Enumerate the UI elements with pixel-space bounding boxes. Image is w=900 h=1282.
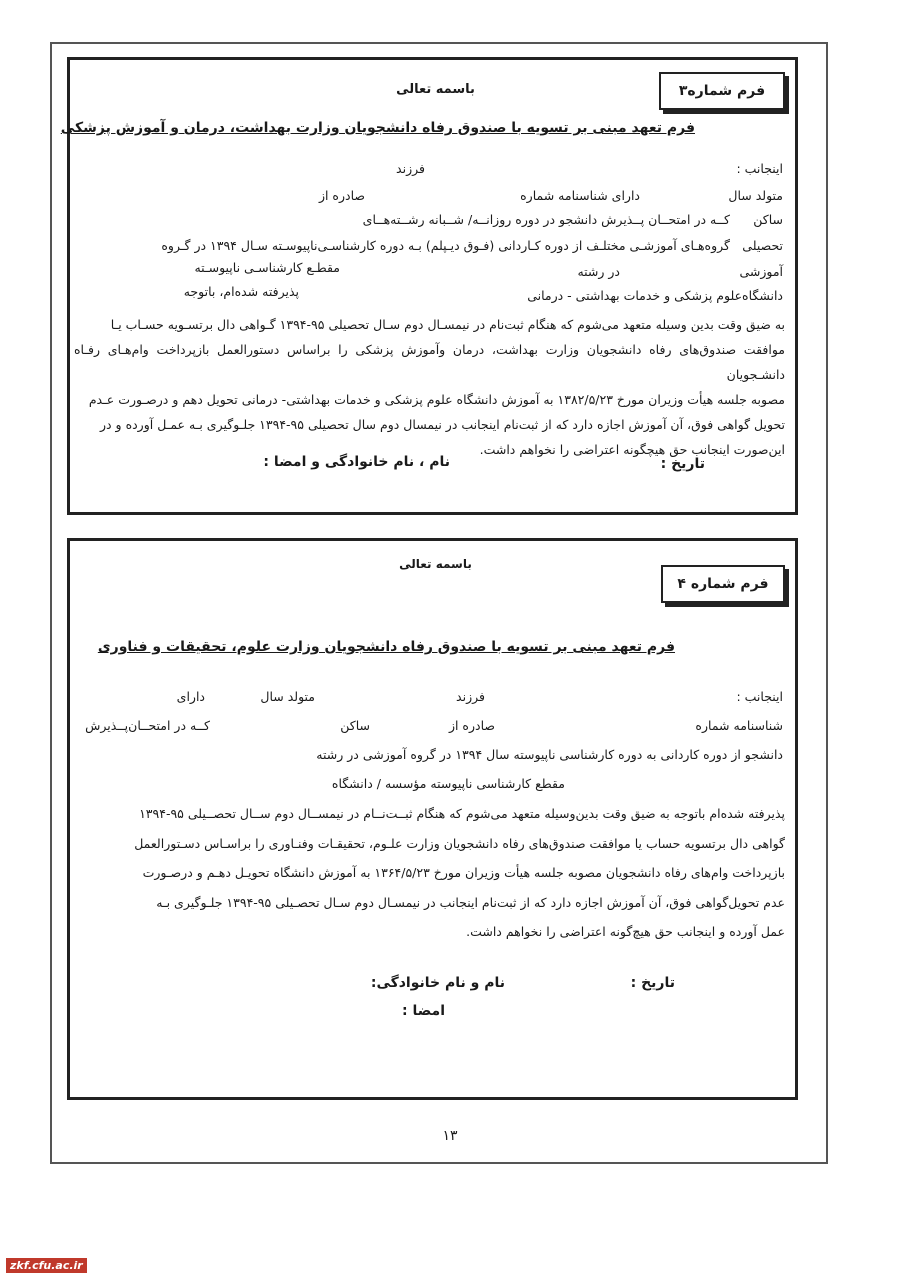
form-3-paragraph-line: مصوبه جلسه هیأت وزیران مورخ ۱۳۸۲/۵/۲۳ به آموزش دانشگاه علوم پزشکی و خدمات بهداشتی- درمانی تحویل دهم و درصـورت عـدم [88,392,785,407]
page-number: ۱۳ [442,1128,458,1144]
form-3-accepted: کــه در امتحــان پــذیرش دانشجو در دوره روزانــه/ شــبانه رشــته‌هــای [362,212,730,227]
form-4-accepted: کــه در امتحــان‌پــذیرش [85,718,210,733]
form-4-paragraph-line: پذیرفته شده‌ام باتوجه به ضیق وقت بدین‌وسیله متعهد می‌شوم که هنگام ثبــت‌نــام در نیمســال دوم ســال تحصــیلی ۹۵-۱۳۹۴ [139,806,785,821]
form-4-child: فرزند [456,689,485,704]
form-4-paragraph-line: عدم تحویل‌گواهی فوق، آن آموزش اجازه دارد که از ثبت‌نام اینجانب در نیمسـال دوم سـال تحصـیلی ۹۵-۱۳۹۴ جلـوگیری بـه [156,894,785,910]
form-3-born: متولد سال [728,188,783,203]
form-3-id-number: دارای شناسنامه شماره [520,188,640,203]
form-4-date-label: تاریخ : [630,975,675,991]
form-3-level: مقطـع کارشناسـی ناپیوسـته [194,260,340,275]
form-4-line4: مقطع کارشناسی ناپیوسته مؤسسه / دانشگاه [331,776,565,791]
form-4-born: متولد سال [260,689,315,704]
form-4-name-label: نام و نام خانوادگی: [370,975,505,991]
form-4-line3: دانشجو از دوره کاردانی به دوره کارشناسی ناپیوسته سال ۱۳۹۴ در گروه آموزشی در رشته [316,747,783,762]
form-4-resident: ساکن [340,718,370,733]
form-3-date-label: تاریخ : [660,456,705,472]
form-3-number: فرم شماره۳ [659,72,785,110]
form-3 [60,57,798,515]
form-3-child: فرزند [396,161,425,176]
form-3-signature-label: نام ، نام خانوادگی و امضا : [263,454,450,470]
form-3-paragraph-line: تحویل گواهی فوق، آن آموزش اجازه دارد که از ثبت‌نام اینجانب در نیمسال دوم سال تحصیلی ۹۵-۱۳۹۴ جلـوگیری بـه عمـل آورده و در [99,417,785,432]
form-3-edu-label: تحصیلی [742,238,783,253]
form-3-paragraph [74,312,785,462]
form-3-issued: صادره از [318,188,365,203]
form-3-paragraph-line: به ضیق وقت بدین وسیله متعهد می‌شوم که هنگام ثبت‌نام در نیمسـال دوم سـال تحصیلی ۹۵-۱۳۹۴ گـواهی دال برتسـویه حسـاب یـا [110,317,785,332]
form-4-having: دارای [176,689,205,704]
form-4-issued: صادره از [448,718,495,733]
form-3-title: فرم تعهد مبنی بر تسویه با صندوق رفاه دانشجویان وزارت بهداشت، درمان و آموزش پزشکی [60,120,695,136]
form-3-bismillah: باسمه تعالی [396,82,475,97]
form-3-paragraph-line: این‌صورت اینجانب حق هیچگونه اعتراضی را نخواهم داشت. [479,442,785,457]
form-4-paragraph-line: بازپرداخت وام‌های رفاه دانشجویان مصوبه جلسه هیأت وزیران مورخ ۱۳۶۴/۵/۲۳ به آموزش دانشگاه تحویـل دهـم و درصـورت [142,865,785,880]
form-3-paragraph-line: موافقت صندوق‌های رفاه دانشجویان وزارت بهداشت، درمان وآموزش پزشکی را براساس دستورالعمل بازپرداخت وام‌هـای رفـاه دانشـجویان [74,342,785,382]
form-3-groups: گروه‌هـای آموزشـی مختلـف از دوره کـاردانی (فـوق دیـپلم) بـه دوره کارشناسـی‌ناپیوسـته سـال ۱۳۹۴ در گـروه [161,238,730,253]
form-3-resident: ساکن [753,212,783,227]
watermark: zkf.cfu.ac.ir [6,1258,87,1273]
form-4-id-number: شناسنامه شماره [695,718,783,733]
form-4-applicant: اینجانب : [736,689,783,704]
form-3-applicant: اینجانب : [736,161,783,176]
form-4-paragraph-line: عمل آورده و اینجانب حق هیچ‌گونه اعتراضی را نخواهم داشت. [466,924,785,939]
form-4-number: فرم شماره ۴ [661,565,785,603]
form-3-edu2-label: آموزشی [739,264,783,279]
form-3-in-major: در رشته [577,264,620,279]
form-3-university: دانشگاه‌علوم پزشکی و خدمات بهداشتی - درمانی [527,288,783,303]
form-4-title: فرم تعهد مبنی بر تسویه با صندوق رفاه دانشجویان وزارت علوم، تحقیقات و فناوری [97,639,675,655]
form-4 [67,538,798,1100]
form-4-paragraph [74,799,785,947]
form-4-sign-label: امضا : [402,1003,445,1019]
form-3-accepted-notice: پذیرفته شده‌ام، باتوجه [183,284,299,299]
form-4-paragraph-line: گواهی دال برتسویه حساب یا موافقت صندوق‌های رفاه دانشجویان وزارت علـوم، تحقیقـات وفنـاوری را براسـاس دسـتورالعمل [134,835,785,851]
form-4-bismillah: باسمه تعالی [399,557,472,571]
